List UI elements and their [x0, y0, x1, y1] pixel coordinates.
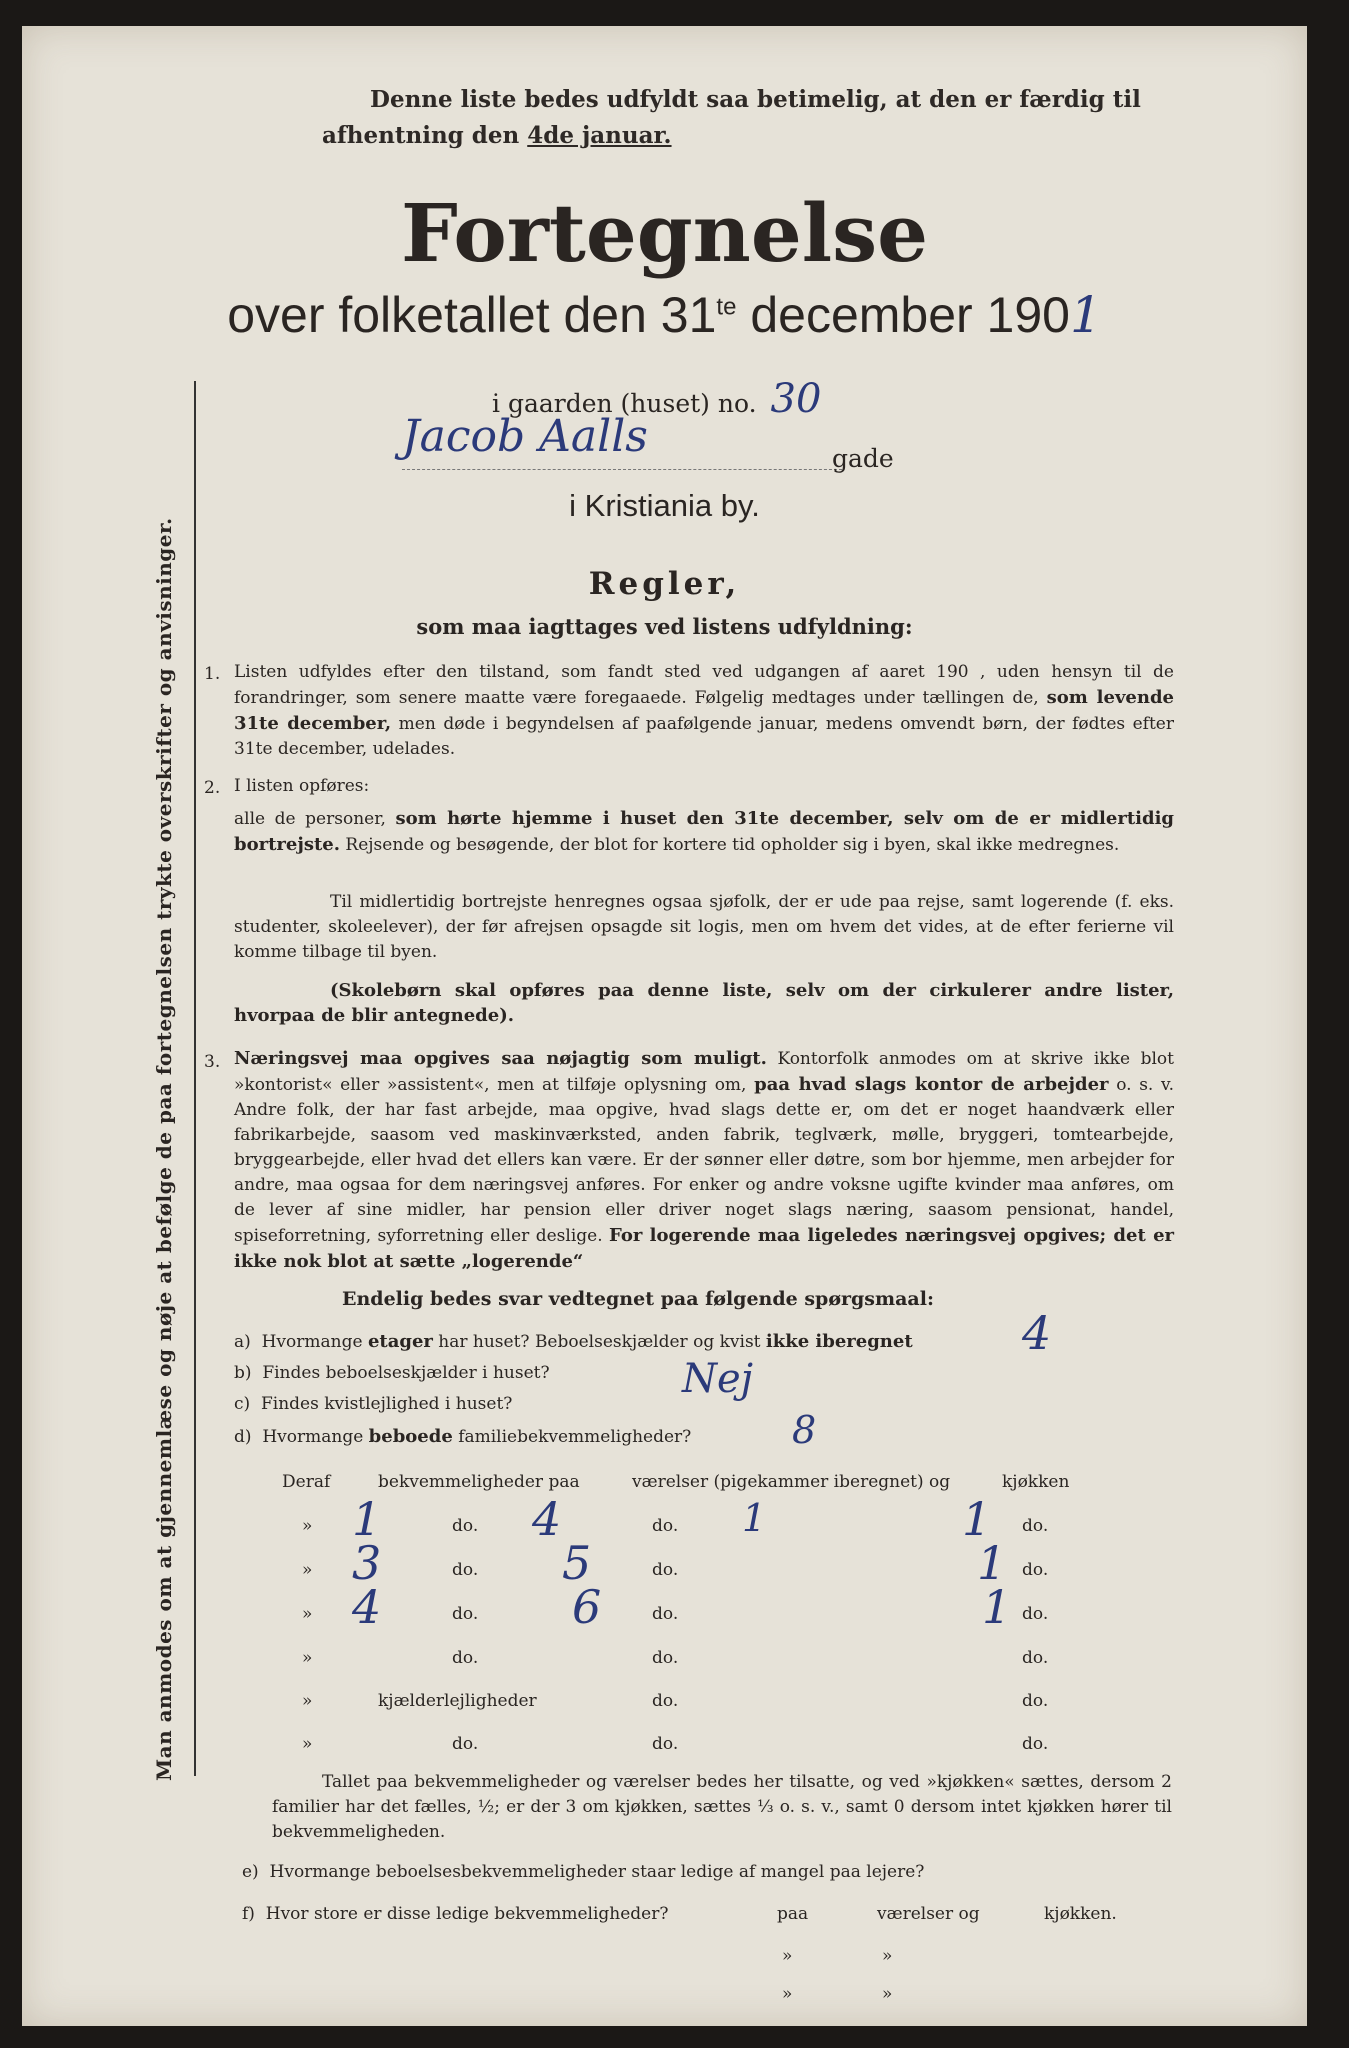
- question-b-label: b): [234, 1363, 252, 1383]
- question-a-text-b: har huset? Beboelseskjælder og kvist: [432, 1332, 766, 1352]
- question-a-label: a): [234, 1332, 251, 1352]
- row-1-do3: do.: [1022, 1516, 1049, 1536]
- row-3-kitchen[interactable]: 1: [982, 1580, 1012, 1634]
- notice-line-2: [322, 118, 1182, 154]
- rule-2-number: 2.: [204, 778, 221, 798]
- notice-line-2-prefix: afhentning den: [322, 122, 520, 149]
- table-note: Tallet paa bekvemmeligheder og værelser bedes her tilsatte, og ved »kjøkken« sættes, dersom 2 familier har det fælles, ½; er der 3 om kjøkken, sættes ⅓ o. s. v., samt 0 dersom intet kjøkken hører til bekvemmeligheden.: [272, 1772, 1172, 1842]
- row-f3-dot-2: »: [882, 1984, 893, 2004]
- row-2-dot: »: [302, 1560, 313, 1580]
- row-3-label: do.: [452, 1604, 479, 1624]
- question-e-text: Hvormange beboelsesbekvemmeligheder staar ledige af mangel paa lejere?: [269, 1862, 925, 1882]
- row-4-dot: »: [302, 1648, 313, 1668]
- row-2-count[interactable]: 3: [352, 1536, 382, 1590]
- row-1-rooms[interactable]: 4: [532, 1492, 562, 1546]
- question-c: [234, 1394, 512, 1414]
- answer-d-handwritten[interactable]: 8: [792, 1408, 817, 1452]
- row-f3-dot: »: [782, 1984, 793, 2004]
- row-4-label: do.: [452, 1648, 479, 1668]
- rule-1-bold: som levende 31te december,: [234, 687, 1175, 734]
- census-form-page: [22, 26, 1307, 2026]
- form-subtitle: [22, 286, 1307, 344]
- row-2-do2: do.: [652, 1560, 679, 1580]
- question-a-bold-2: ikke iberegnet: [765, 1331, 913, 1352]
- gaard-label: i gaarden (huset) no.: [492, 389, 757, 418]
- row-3-dot: »: [302, 1604, 313, 1624]
- row-4-do3: do.: [1022, 1648, 1049, 1668]
- rule-2-text-b: Rejsende og besøgende, der blot for kortere tid opholder sig i byen, skal ikke medregnes.: [340, 835, 1120, 855]
- rule-3-text: [234, 1046, 1174, 1275]
- rule-3-number: 3.: [204, 1052, 221, 1072]
- rule-1-text-b: men døde i begyndelsen af paafølgende januar, medens omvendt børn, der fødtes efter 31te december, udelades.: [234, 714, 1174, 759]
- question-f-kjok: kjøkken.: [1044, 1904, 1117, 1924]
- table-header-kjok: kjøkken: [1002, 1472, 1070, 1492]
- row-6-dot: »: [302, 1734, 313, 1754]
- rule-3-text-a: Kontorfolk anmodes om at skrive ikke blot »kontorist« eller »assistent«, men at tilføje oplysning om,: [234, 1049, 1174, 1095]
- rule-3-bold-1: Næringsvej maa opgives saa nøjagtig som muligt.: [234, 1048, 767, 1069]
- row-1-label: do.: [452, 1516, 479, 1536]
- row-1-kitchen[interactable]: 1: [962, 1492, 992, 1546]
- gade-label: gade: [832, 444, 894, 473]
- question-b-text: Findes beboelseskjælder i huset?: [262, 1363, 550, 1383]
- question-a-bold: etager: [367, 1331, 433, 1352]
- row-f2-dot-2: »: [882, 1946, 893, 1966]
- notice-line-1: Denne liste bedes udfyldt saa betimelig, at den er færdig til: [370, 86, 1141, 113]
- row-6-do3: do.: [1022, 1734, 1049, 1754]
- rule-3-text-b: o. s. v. Andre folk, der har fast arbejde, maa opgive, hvad slags dette er, om det er noget haandværk eller fabrikarbejde, saasom ved maskinværksted, anden fabrik, teglværk, mølle, bryggeri, tomtearbejde, bryggearbejde, eller hvad det ellers kan være. Er der sønner eller døtre, som bor hjemme, men arbejder for andre, maa ogsaa for dem næringsvej anføres. For enker og andre voksne ugifte kvinder maa anføres, om de lever af sine midler, har pension eller driver noget slags næring, saasom pensionat, handel, spiseforretning, syforretning eller deslige.: [234, 1075, 1174, 1246]
- row-3-count[interactable]: 4: [352, 1580, 382, 1634]
- rule-1-text-a: Listen udfyldes efter den tilstand, som fandt sted ved udgangen af aaret 190 , uden hensyn til de forandringer, som senere maatte være foregaaede. Følgelig medtages under tællingen de,: [234, 662, 1174, 708]
- notice-text: [322, 82, 1182, 154]
- row-6-do2: do.: [652, 1734, 679, 1754]
- rules-subheading: som maa iagttages ved listens udfyldning:: [416, 614, 913, 639]
- row-5-do3: do.: [1022, 1691, 1049, 1711]
- city-label: i Kristiania by.: [569, 488, 760, 523]
- row-3-rooms[interactable]: 6: [572, 1580, 602, 1634]
- question-c-text: Findes kvistlejlighed i huset?: [260, 1394, 513, 1414]
- rule-3-bold-2: paa hvad slags kontor de arbejder: [754, 1074, 1109, 1095]
- subtitle-text: over folketallet den 31: [227, 287, 717, 343]
- subtitle-sup: te: [716, 293, 737, 321]
- rule-2-intro: I listen opføres:: [234, 776, 370, 796]
- rules-heading: Regler,: [588, 566, 741, 602]
- question-d: [234, 1426, 691, 1447]
- rule-3-bold-3: For logerende maa ligeledes næringsvej opgives; det er ikke nok blot at sætte „logerende“: [234, 1225, 1175, 1272]
- rule-1-text: [234, 660, 1174, 762]
- question-a: [234, 1331, 913, 1352]
- notice-date: 4de januar.: [527, 122, 672, 149]
- row-6-label: do.: [452, 1734, 479, 1754]
- row-3-do2: do.: [652, 1604, 679, 1624]
- row-4-do2: do.: [652, 1648, 679, 1668]
- table-header-vaer: værelser (pigekammer iberegnet) og: [632, 1472, 951, 1492]
- question-d-label: d): [234, 1427, 252, 1447]
- table-header-bekv: bekvemmeligheder paa: [378, 1472, 580, 1492]
- row-1-pige[interactable]: 1: [742, 1496, 767, 1540]
- rule-1-number: 1.: [204, 664, 221, 684]
- questions-heading: Endelig bedes svar vedtegnet paa følgende spørgsmaal:: [342, 1288, 934, 1310]
- row-2-rooms[interactable]: 5: [562, 1536, 592, 1590]
- question-e: [242, 1862, 924, 1882]
- rule-2-bold: som hørte hjemme i huset den 31te december, selv om de er midlertidig bortrejste.: [234, 808, 1174, 855]
- street-handwritten[interactable]: Jacob Aalls: [402, 411, 842, 470]
- row-3-do3: do.: [1022, 1604, 1049, 1624]
- row-f2-dot: »: [782, 1946, 793, 1966]
- house-number-handwritten[interactable]: 30: [770, 376, 822, 422]
- question-d-bold: beboede: [368, 1426, 453, 1447]
- side-note: Man anmodes om at gjennemlæse og nøje at befølge de paa fortegnelsen trykte overskrifter og anvisninger.: [152, 517, 176, 1781]
- row-5-dot: »: [302, 1691, 313, 1711]
- question-f-label: f): [242, 1904, 255, 1924]
- rule-2-para-3: (Skolebørn skal opføres paa denne liste, selv om der cirkulerer andre lister, hvorpaa de blir antegnede).: [234, 980, 1174, 1026]
- row-5-do2: do.: [652, 1691, 679, 1711]
- row-1-dot: »: [302, 1516, 313, 1536]
- answer-a-handwritten[interactable]: 4: [1022, 1306, 1052, 1360]
- row-5-label: kjælderlejligheder: [378, 1691, 537, 1711]
- table-header-deraf: Deraf: [282, 1472, 331, 1492]
- answer-bc-handwritten[interactable]: Nej: [682, 1356, 754, 1402]
- row-1-count[interactable]: 1: [352, 1492, 382, 1546]
- question-b: [234, 1363, 550, 1383]
- question-a-text-a: Hvormange: [261, 1332, 368, 1352]
- question-d-text-a: Hvormange: [262, 1427, 369, 1447]
- row-1-do2: do.: [652, 1516, 679, 1536]
- year-handwritten: 1: [1069, 286, 1102, 344]
- question-c-label: c): [234, 1394, 251, 1414]
- subtitle-after: december 190: [736, 287, 1070, 343]
- question-e-label: e): [242, 1862, 259, 1882]
- rule-2-text-a: alle de personer,: [234, 809, 396, 829]
- rule-2-para-2: Til midlertidig bortrejste henregnes ogsaa sjøfolk, der er ude paa rejse, samt logerende (f. eks. studenter, skoleelever), der før afrejsen opsagde sit logis, men om hvem det vides, at de efter ferierne vil komme tilbage til byen.: [234, 892, 1174, 962]
- question-f-text: Hvor store er disse ledige bekvemmeligheder?: [265, 1904, 669, 1924]
- question-f: [242, 1904, 668, 1924]
- side-divider: [194, 381, 196, 1776]
- row-2-label: do.: [452, 1560, 479, 1580]
- form-title: Fortegnelse: [400, 186, 929, 280]
- rule-2-text: [234, 806, 1174, 858]
- row-2-do3: do.: [1022, 1560, 1049, 1580]
- question-d-text-b: familiebekvemmeligheder?: [452, 1427, 692, 1447]
- row-2-kitchen[interactable]: 1: [977, 1536, 1007, 1590]
- question-f-vaer: værelser og: [877, 1904, 980, 1924]
- question-f-paa: paa: [777, 1904, 809, 1924]
